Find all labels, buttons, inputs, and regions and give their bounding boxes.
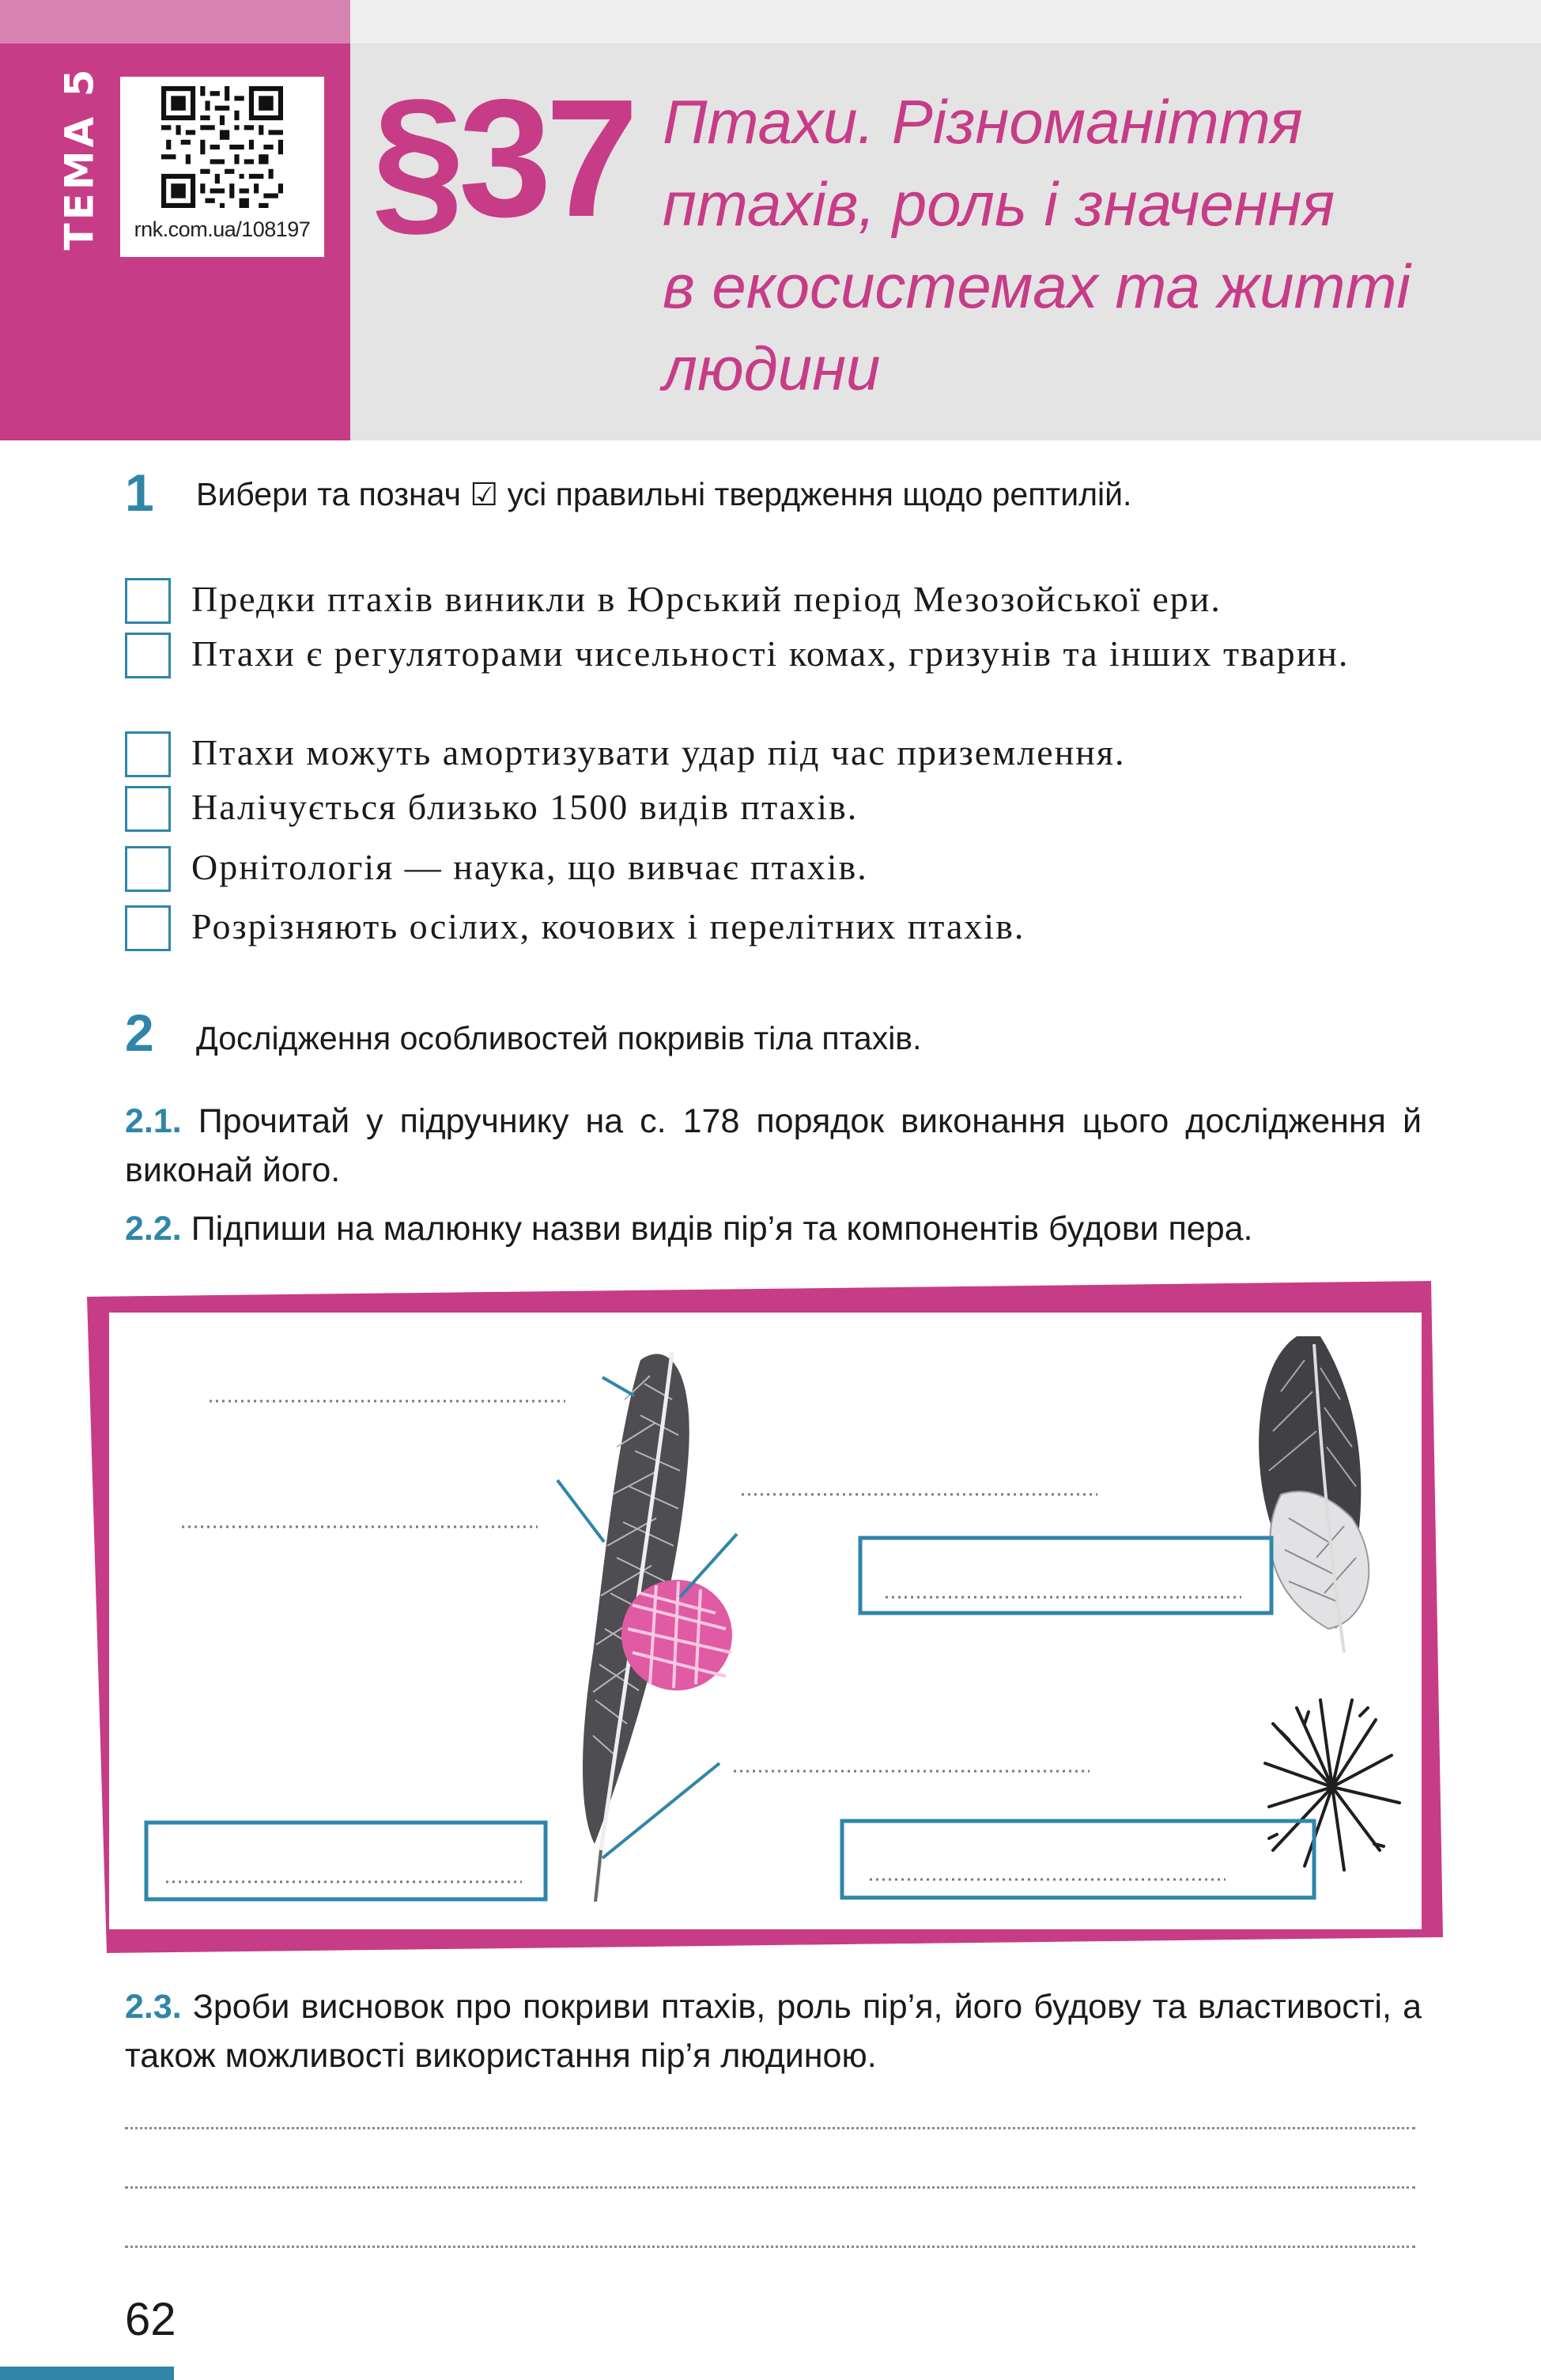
subtask-text: Підпиши на малюнку назви видів пір’я та компонентів будови пера. (191, 1210, 1253, 1248)
statement-checkbox[interactable] (125, 731, 171, 777)
task-1-instruction (196, 476, 1131, 513)
subtask-text: Зроби висновок про покриви птахів, роль пір’я, його будову та властивості, а також можливості використання пір’я людиною. (125, 1988, 1422, 2075)
qr-card[interactable] (120, 77, 324, 257)
statement-row (125, 843, 1422, 892)
task-2-number: 2 (125, 1003, 154, 1062)
instruction-text: Вибери та познач (196, 476, 470, 512)
subtask-number: 2.3. (125, 1988, 182, 2026)
page-title (663, 81, 1501, 410)
magnified-barbs-icon (621, 1580, 732, 1691)
title-line: в екосистемах та житті (663, 251, 1411, 321)
subtask-2-3 (125, 1982, 1422, 2080)
subtask-number: 2.1. (125, 1102, 182, 1140)
subtask-number: 2.2. (125, 1210, 182, 1248)
checkbox-checked-icon: ☑ (470, 477, 499, 513)
statement-checkbox[interactable] (125, 905, 171, 951)
statement-text: Налічується близько 1500 видів птахів. (191, 787, 859, 827)
feather-diagram (87, 1281, 1447, 1969)
statement-row (125, 575, 1422, 624)
answer-line[interactable] (125, 2186, 1415, 2189)
statement-text: Орнітологія — наука, що вивчає птахів. (191, 847, 868, 887)
statement-text: Предки птахів виникли в Юрський період Мезозойської ери. (191, 579, 1222, 619)
instruction-text: усі правильні твердження щодо рептилій. (498, 476, 1132, 512)
subtask-2-1 (125, 1097, 1422, 1195)
task-1-number: 1 (125, 463, 154, 522)
statement-row (125, 783, 1422, 832)
subtask-text: Прочитай у підручнику на с. 178 порядок виконання цього дослідження й виконай його. (125, 1102, 1422, 1189)
paragraph-number: §37 (372, 64, 633, 251)
answer-line[interactable] (125, 2127, 1415, 2129)
statement-checkbox[interactable] (125, 633, 171, 678)
page-number: 62 (125, 2294, 176, 2345)
statement-text: Птахи є регуляторами чисельності комах, гризунів та інших тварин. (191, 633, 1350, 674)
answer-line[interactable] (125, 2246, 1415, 2248)
title-line: людини (663, 334, 881, 403)
topic-label: ТЕМА 5 (56, 66, 103, 251)
qr-code-icon (161, 86, 283, 208)
statement-checkbox[interactable] (125, 578, 171, 624)
subtask-2-2 (125, 1204, 1422, 1253)
statement-row (125, 629, 1422, 727)
header-title-strip (350, 0, 1541, 43)
statement-row (125, 728, 1422, 777)
title-line: Птахи. Різноманіття (663, 87, 1303, 157)
qr-url[interactable]: rnk.com.ua/108197 (134, 217, 311, 241)
statement-row (125, 902, 1422, 951)
footer-accent-bar (0, 2367, 174, 2380)
figure-canvas (109, 1313, 1422, 1929)
statement-checkbox[interactable] (125, 786, 171, 832)
statement-checkbox[interactable] (125, 846, 171, 892)
task-2-title: Дослідження особливостей покривів тіла птахів. (196, 1020, 922, 1056)
header-topic-strip (0, 0, 350, 43)
title-line: птахів, роль і значення (663, 169, 1335, 239)
statement-text: Розрізняють осілих, кочових і перелітних птахів. (191, 906, 1025, 946)
statement-text: Птахи можуть амортизувати удар під час приземлення. (191, 732, 1126, 773)
